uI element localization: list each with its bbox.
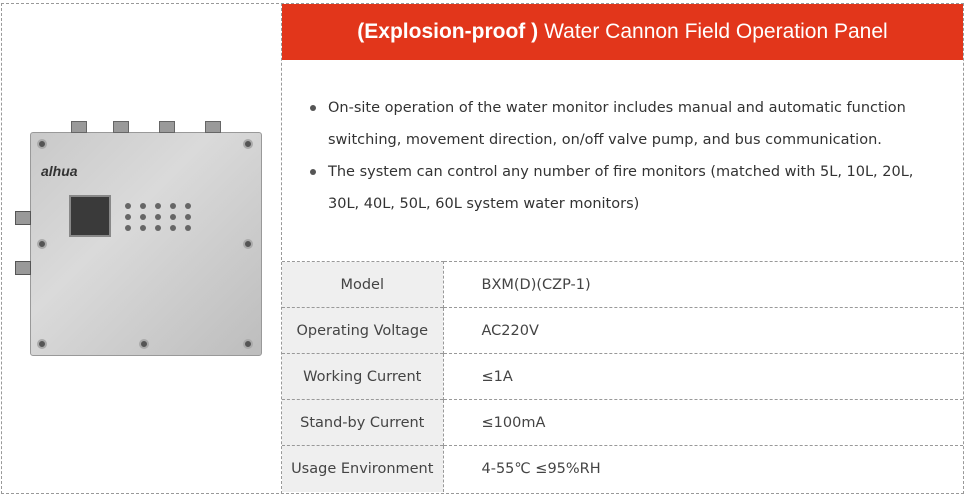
spec-label: Operating Voltage	[282, 308, 443, 354]
table-row	[282, 354, 963, 400]
feature-list	[308, 92, 948, 220]
spec-value: ≤100mA	[443, 400, 963, 446]
bolt-icon	[243, 139, 253, 149]
spec-value: 4-55℃ ≤95%RH	[443, 446, 963, 492]
bolt-icon	[243, 339, 253, 349]
table-row	[282, 400, 963, 446]
spec-label: Stand-by Current	[282, 400, 443, 446]
list-item: The system can control any number of fire monitors (matched with 5L, 10L, 20L, 30L, 40L, 50L, 60L system water monitors)	[308, 156, 948, 220]
brand-logo: alhua	[41, 163, 78, 179]
spec-value: ≤1A	[443, 354, 963, 400]
title-rest: Water Cannon Field Operation Panel	[544, 20, 888, 43]
spec-table	[282, 261, 963, 492]
bolt-icon	[37, 339, 47, 349]
page-title	[282, 4, 963, 60]
cable-gland-icon	[15, 211, 31, 225]
device-screen	[69, 195, 111, 237]
spec-value: BXM(D)(CZP-1)	[443, 262, 963, 308]
spec-label: Usage Environment	[282, 446, 443, 492]
bolt-icon	[37, 139, 47, 149]
cable-gland-icon	[205, 121, 221, 133]
bolt-icon	[37, 239, 47, 249]
cable-gland-icon	[15, 261, 31, 275]
cable-gland-icon	[113, 121, 129, 133]
table-row	[282, 262, 963, 308]
spec-label: Model	[282, 262, 443, 308]
cable-gland-icon	[159, 121, 175, 133]
list-item: On-site operation of the water monitor includes manual and automatic function switching, movement direction, on/off valve pump, and bus communication.	[308, 92, 948, 156]
bolt-icon	[139, 339, 149, 349]
title-bold: (Explosion-proof )	[357, 20, 539, 43]
spec-label: Working Current	[282, 354, 443, 400]
table-row	[282, 308, 963, 354]
cable-gland-icon	[71, 121, 87, 133]
table-row	[282, 446, 963, 492]
product-image	[30, 132, 262, 356]
spec-value: AC220V	[443, 308, 963, 354]
bolt-icon	[243, 239, 253, 249]
device-keypad	[125, 203, 195, 231]
